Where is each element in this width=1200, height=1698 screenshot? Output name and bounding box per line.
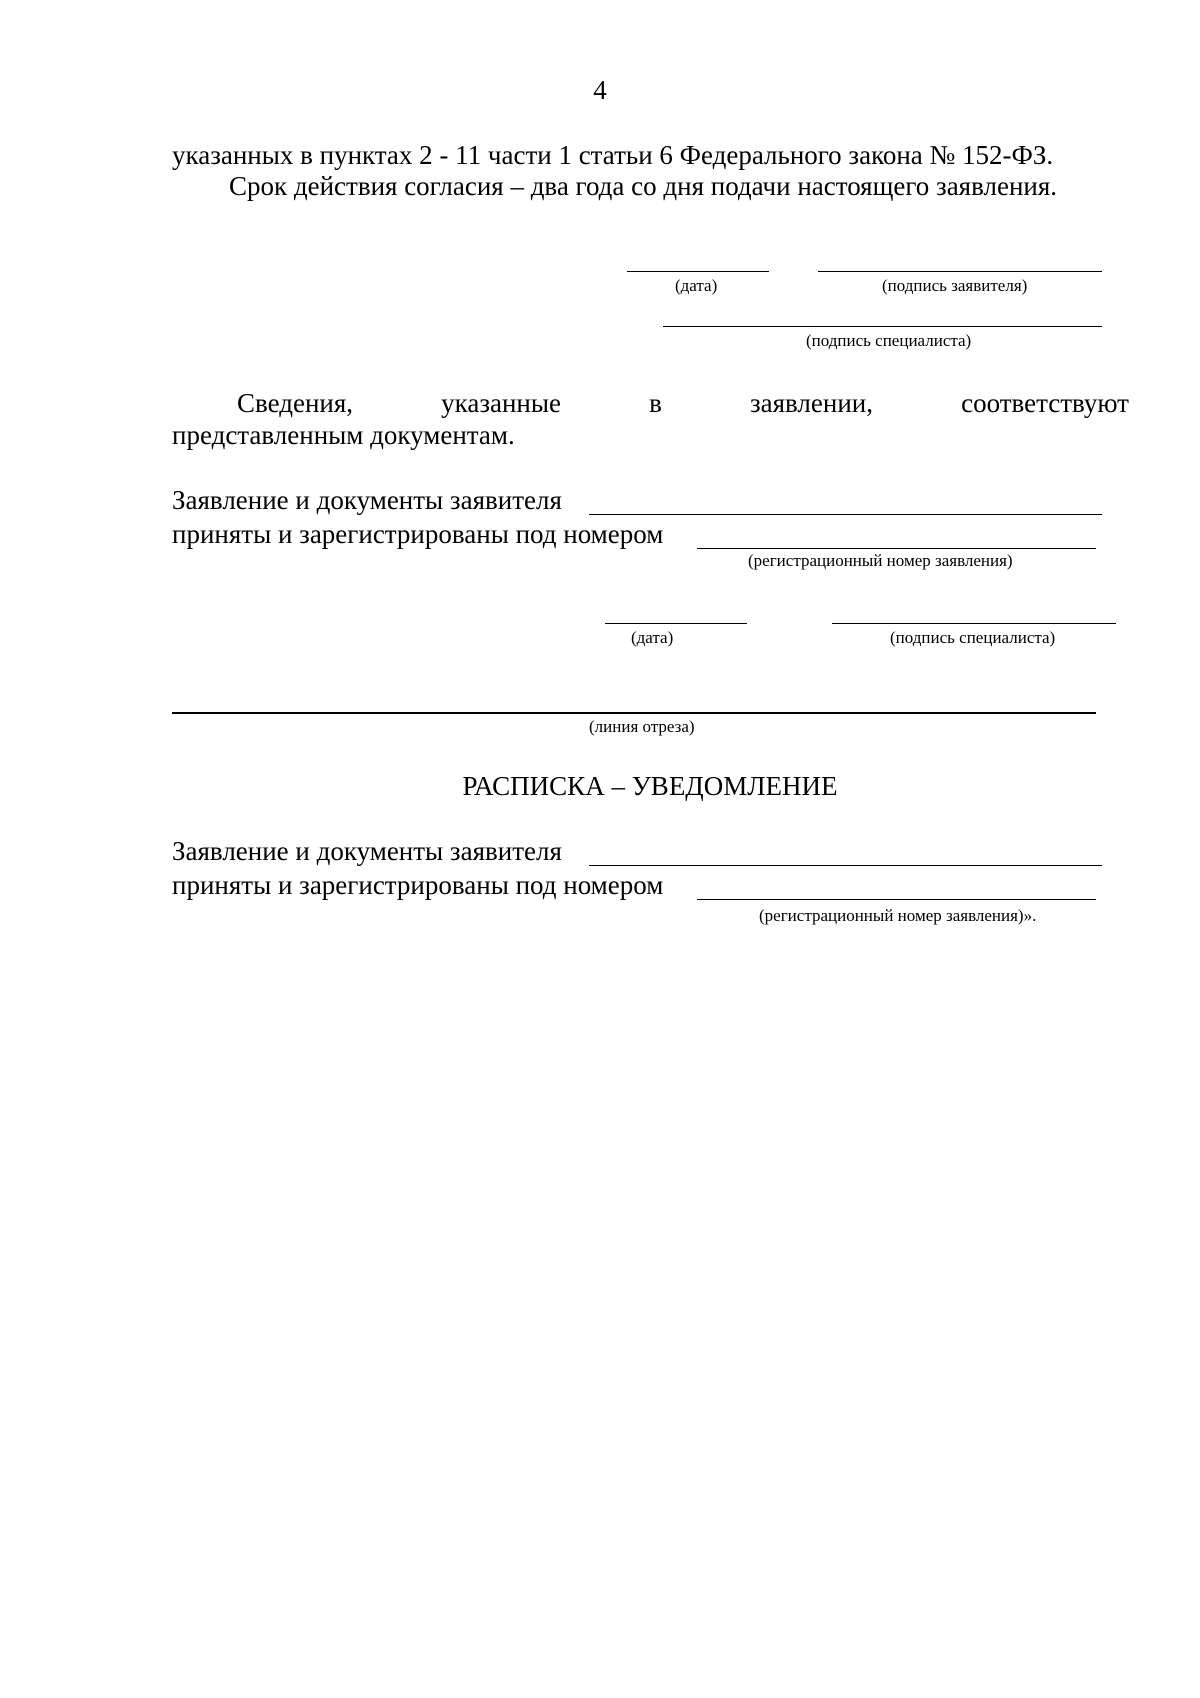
cut-line [172, 712, 1096, 714]
date-label-1: (дата) [675, 276, 718, 295]
verification-word: в [649, 388, 662, 418]
registration-2-line-2: приняты и зарегистрированы под номером [172, 870, 664, 900]
date-line-1 [627, 271, 769, 272]
verification-line-2: представленным документам. [172, 420, 515, 450]
registration-2-line-1: Заявление и документы заявителя [172, 836, 562, 866]
date-line-2 [605, 623, 747, 624]
specialist-signature-label-2: (подпись специалиста) [890, 628, 1056, 647]
verification-word: соответствуют [961, 388, 1129, 418]
date-label-2: (дата) [631, 628, 674, 647]
registration-2-number-label: (регистрационный номер заявления)». [759, 906, 1037, 925]
verification-word: указанные [441, 388, 561, 418]
receipt-title: РАСПИСКА – УВЕДОМЛЕНИЕ [462, 771, 838, 801]
specialist-signature-line-1 [663, 326, 1102, 327]
registration-1-applicant-line [589, 514, 1102, 515]
cut-line-label: (линия отреза) [589, 717, 695, 736]
applicant-signature-label: (подпись заявителя) [882, 276, 1028, 295]
page-number: 4 [593, 75, 607, 105]
intro-line-2: Срок действия согласия – два года со дня подачи настоящего заявления. [229, 171, 1058, 201]
verification-word: заявлении, [749, 388, 873, 418]
registration-2-number-line [697, 899, 1096, 900]
registration-1-line-2: приняты и зарегистрированы под номером [172, 519, 664, 549]
registration-1-number-line [697, 548, 1096, 549]
verification-word: Сведения, [237, 388, 354, 418]
specialist-signature-line-2 [832, 623, 1116, 624]
registration-1-number-label: (регистрационный номер заявления) [748, 551, 1013, 570]
registration-1-line-1: Заявление и документы заявителя [172, 485, 562, 515]
verification-line-1 [237, 387, 1129, 419]
applicant-signature-line [818, 271, 1102, 272]
specialist-signature-label-1: (подпись специалиста) [806, 331, 972, 350]
registration-2-applicant-line [589, 865, 1102, 866]
intro-line-1: указанных в пунктах 2 - 11 части 1 статьи 6 Федерального закона № 152-ФЗ. [172, 140, 1054, 170]
